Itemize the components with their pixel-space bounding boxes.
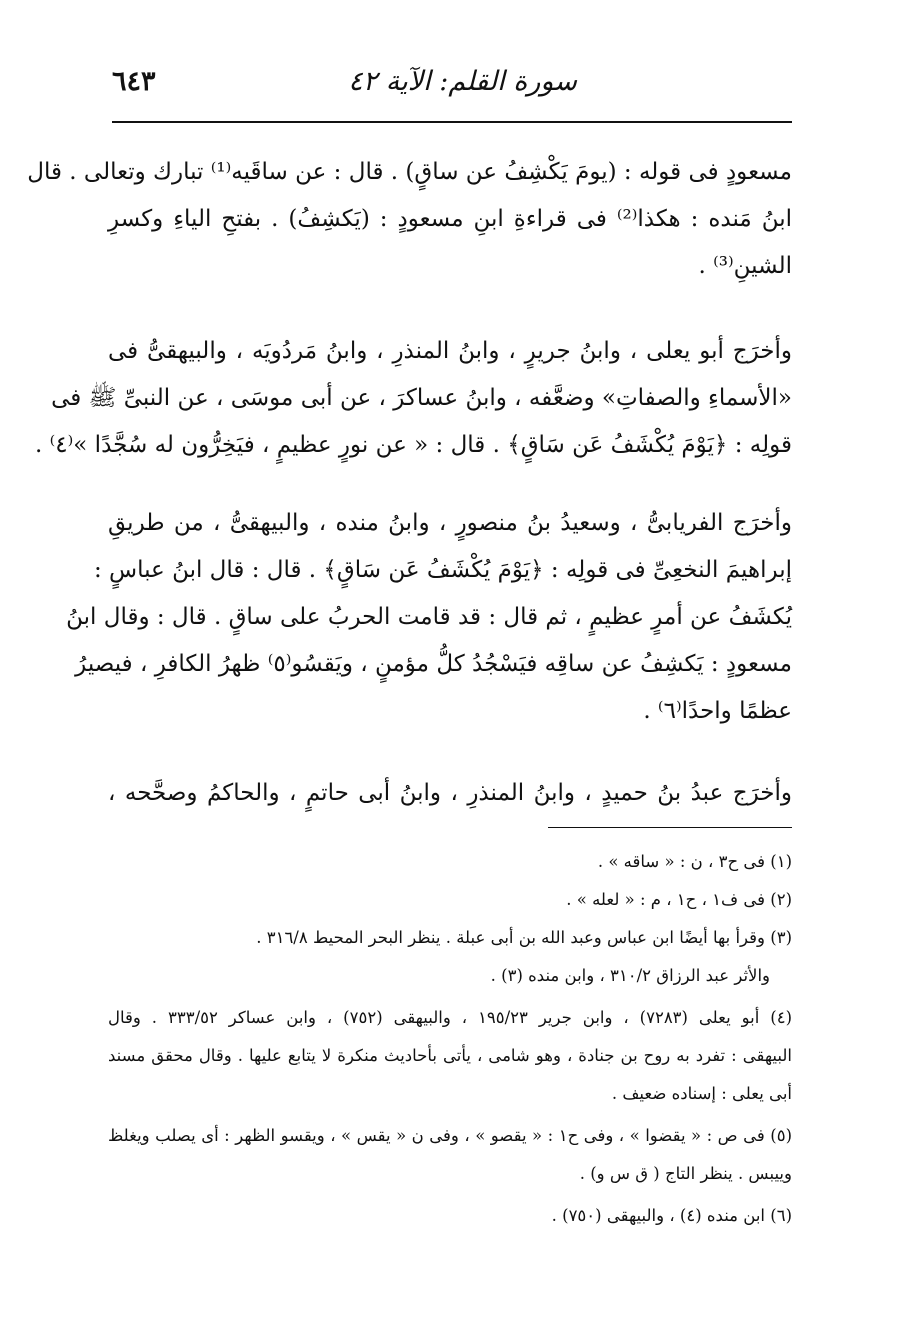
header-rule <box>112 121 792 123</box>
footnote-4: (٤) أبو يعلى (٧٢٨٣) ، وابن جرير ١٩٥/٢٣ ، والبيهقى (٧٥٢) ، وابن عساكر ٣٣٣/٥٢ . وقال <box>108 1008 792 1027</box>
text-line: وأخرَج الفريابىُّ ، وسعيدُ بنُ منصورٍ ، وابنُ منده ، والبيهقىُّ ، من طريقِ <box>108 510 792 536</box>
text-line: وأخرَج أبو يعلى ، وابنُ جريرٍ ، وابنُ المنذرِ ، وابنُ مَردُويَه ، والبيهقىُّ فى <box>108 338 792 364</box>
footnote-separator <box>548 827 792 828</box>
text-line: وأخرَج عبدُ بنُ حميدٍ ، وابنُ المنذرِ ، وابنُ أبى حاتمٍ ، والحاكمُ وصحَّحه ، <box>108 780 792 806</box>
text-line: مسعودٍ : يَكشِفُ عن ساقِه فيَسْجُدُ كلُّ مؤمنٍ ، ويَقسُو⁽٥⁾ ظهرُ الكافرِ ، فيصيرُ <box>75 651 792 677</box>
footnote-5: (٥) فى ص : « يقضوا » ، وفى ح١ : « يقصو » ، وفى ن « يقس » ، ويقسو الظهر : أى يصلب ويغلظ <box>108 1126 793 1145</box>
footnote-1: (١) فى ح٣ ، ن : « ساقه » . <box>597 852 792 871</box>
text-line: «الأسماءِ والصفاتِ» وضعَّفه ، وابنُ عساكرَ ، عن أبى موسَى ، عن النبىِّ ﷺ فى <box>51 385 792 411</box>
text-line: إبراهيمَ النخعِىِّ فى قولِه : ﴿يَوْمَ يُكْشَفُ عَن سَاقٍ﴾ . قال : قال ابنُ عباسٍ : <box>93 557 792 583</box>
paragraph-3 <box>66 500 792 735</box>
page-number: ٦٤٣ <box>112 66 156 97</box>
footnote-6: (٦) ابن منده (٤) ، والبيهقى (٧٥٠) . <box>551 1206 792 1225</box>
text-line: ابنُ مَنده : هكذا⁽²⁾ فى قراءةِ ابنِ مسعودٍ : (يَكشِفُ) . بفتحِ الياءِ وكسرِ <box>108 206 792 232</box>
paragraph-2 <box>35 328 792 469</box>
text-line: عظمًا واحدًا⁽٦⁾ . <box>643 698 792 724</box>
text-line: قولِه : ﴿يَوْمَ يُكْشَفُ عَن سَاقٍ﴾ . قال : « عن نورٍ عظيمٍ ، فيَخِرُّون له سُجَّدًا »⁽٤⁾ . <box>35 432 792 458</box>
footnote-4-continuation: البيهقى : تفرد به روح بن جنادة ، وهو شامى ، يأتى بأحاديث منكرة لا يتابع عليها . وقال محقق مسند <box>108 1046 792 1065</box>
page-header <box>112 64 792 114</box>
paragraph-4 <box>108 770 792 817</box>
text-line: يُكشَفُ عن أمرٍ عظيمٍ ، ثم قال : قد قامت الحربُ على ساقٍ . قال : وقال ابنُ <box>66 604 792 630</box>
text-line: مسعودٍ فى قوله : (يومَ يَكْشِفُ عن ساقٍ) . قال : عن ساقَيه⁽¹⁾ تبارك وتعالى . قال <box>27 159 792 185</box>
footnote-3: (٣) وقرأ بها أيضًا ابن عباس وعبد الله بن أبى عبلة . ينظر البحر المحيط ٣١٦/٨ . <box>256 928 792 947</box>
footnote-5-continuation: وييبس . ينظر التاج ( ق س و) . <box>579 1164 792 1183</box>
footnote-3-continuation: والأثر عبد الرزاق ٣١٠/٢ ، وابن منده (٣) . <box>490 966 770 985</box>
footnote-4-continuation: أبى يعلى : إسناده ضعيف . <box>611 1084 792 1103</box>
paragraph-1 <box>27 149 792 290</box>
footnotes <box>108 843 792 1235</box>
running-title: سورة القلم: الآية ٤٢ <box>348 66 577 97</box>
footnote-2: (٢) فى ف١ ، ح١ ، م : « لعله » . <box>566 890 792 909</box>
text-line: الشينِ⁽³⁾ . <box>698 253 792 279</box>
